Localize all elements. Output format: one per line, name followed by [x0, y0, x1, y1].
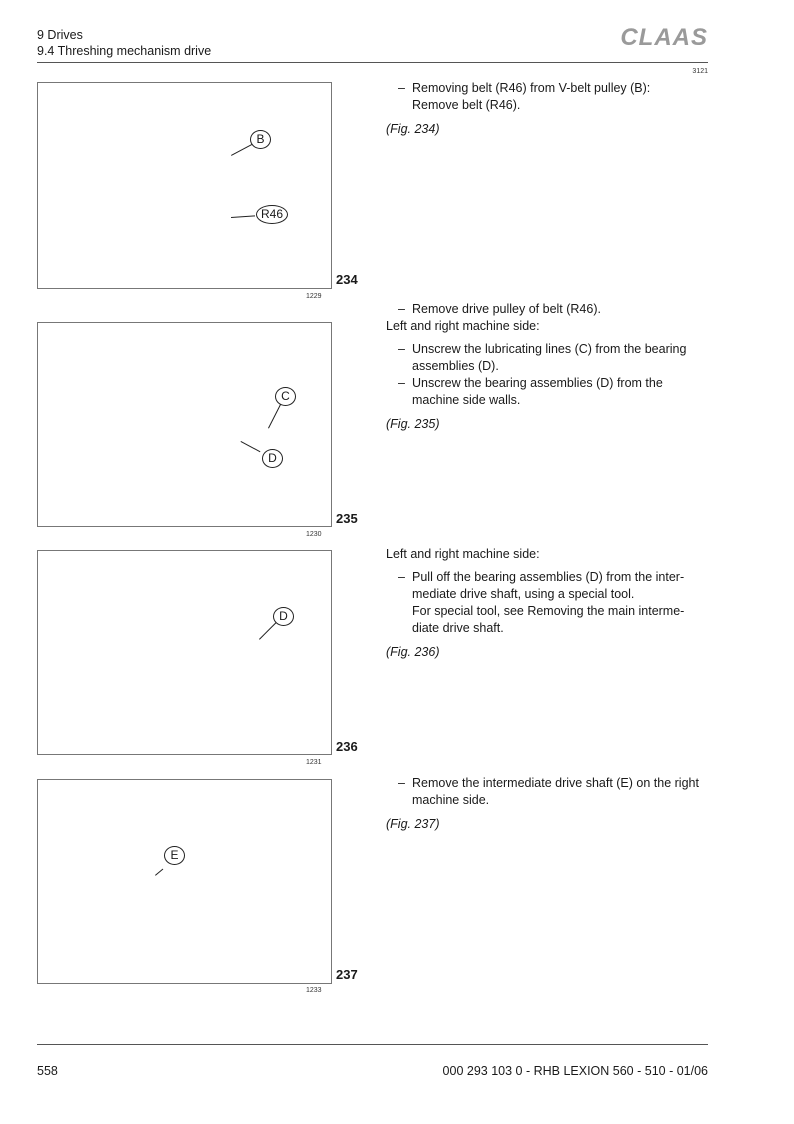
figure-number: 235 — [336, 511, 358, 526]
bullet-item: – Pull off the bearing assemblies (D) from the inter-mediate drive shaft, using a special tool. — [398, 570, 685, 601]
callout-d: D — [262, 449, 283, 468]
leader-line — [231, 144, 253, 156]
section-title: 9.4 Threshing mechanism drive — [37, 44, 212, 58]
plain-text: Left and right machine side: — [386, 319, 540, 333]
figure-number: 234 — [336, 272, 358, 287]
figure-234 — [37, 82, 332, 289]
figure-237 — [37, 779, 332, 984]
plain-text: Left and right machine side: — [386, 547, 540, 561]
callout-c: C — [275, 387, 296, 406]
bullet-subtext: Remove belt (R46). — [412, 98, 521, 112]
figure-code: 1229 — [306, 293, 322, 300]
callout-e: E — [164, 846, 185, 865]
figure-number: 237 — [336, 967, 358, 982]
callout-r46: R46 — [256, 205, 288, 224]
figure-code: 1231 — [306, 759, 322, 766]
page-code: 3121 — [692, 68, 708, 75]
instruction-block-237 — [386, 775, 708, 833]
chapter-title: 9 Drives — [37, 28, 83, 42]
header-divider — [37, 62, 708, 63]
figure-reference: (Fig. 235) — [386, 417, 440, 431]
figure-reference: (Fig. 237) — [386, 817, 440, 831]
leader-line — [268, 403, 282, 428]
figure-236 — [37, 550, 332, 755]
instruction-block-236 — [386, 546, 708, 661]
leader-line — [241, 441, 261, 452]
claas-logo: CLAAS — [620, 24, 708, 51]
callout-b: B — [250, 130, 271, 149]
bullet-item: – Removing belt (R46) from V-belt pulley (B): — [398, 81, 651, 95]
footer-divider — [37, 1044, 708, 1045]
figure-reference: (Fig. 236) — [386, 645, 440, 659]
figure-code: 1233 — [306, 987, 322, 994]
leader-line — [259, 622, 277, 640]
callout-d: D — [273, 607, 294, 626]
leader-line — [155, 869, 163, 876]
bullet-item: – Unscrew the lubricating lines (C) from the bearing assemblies (D). — [398, 342, 687, 373]
figure-number: 236 — [336, 739, 358, 754]
document-id: 000 293 103 0 - RHB LEXION 560 - 510 - 01/06 — [442, 1064, 708, 1078]
bullet-item: – Remove drive pulley of belt (R46). — [398, 302, 601, 316]
leader-line — [231, 215, 255, 218]
instruction-block-234 — [386, 80, 708, 138]
figure-reference: (Fig. 234) — [386, 122, 440, 136]
figure-235 — [37, 322, 332, 527]
instruction-block-235 — [386, 301, 708, 433]
figure-code: 1230 — [306, 531, 322, 538]
bullet-item: – Unscrew the bearing assemblies (D) from the machine side walls. — [398, 376, 663, 407]
page-number: 558 — [37, 1064, 58, 1078]
bullet-subtext: For special tool, see Removing the main interme-diate drive shaft. — [412, 604, 685, 635]
bullet-item: – Remove the intermediate drive shaft (E) on the right machine side. — [398, 776, 699, 807]
